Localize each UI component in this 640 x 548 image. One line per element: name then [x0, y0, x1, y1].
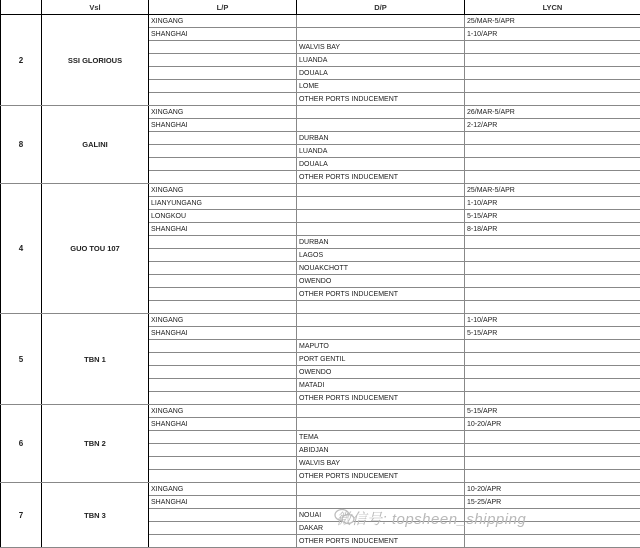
cell-lycn — [465, 171, 640, 184]
cell-dp — [297, 314, 465, 327]
vessel-number: 5 — [1, 314, 42, 405]
watermark: 微信号: topsheen_shipping — [336, 511, 527, 528]
cell-lp — [149, 470, 297, 483]
cell-dp: MATADI — [297, 379, 465, 392]
cell-dp: NOUAKCHOTT — [297, 262, 465, 275]
cell-lp — [149, 80, 297, 93]
cell-dp: LOME — [297, 80, 465, 93]
cell-dp — [297, 197, 465, 210]
cell-dp: TEMA — [297, 431, 465, 444]
cell-lp — [149, 366, 297, 379]
vessel-name: TBN 2 — [42, 405, 149, 483]
cell-dp: LUANDA — [297, 145, 465, 158]
cell-lp — [149, 509, 297, 522]
vessel-name: TBN 1 — [42, 314, 149, 405]
cell-lycn — [465, 288, 640, 301]
cell-lycn: 1-10/APR — [465, 197, 640, 210]
cell-lp — [149, 457, 297, 470]
cell-dp: OTHER PORTS INDUCEMENT — [297, 288, 465, 301]
cell-dp: DAKAR — [297, 522, 465, 535]
cell-lp — [149, 236, 297, 249]
table-row — [1, 184, 640, 197]
cell-lycn — [465, 41, 640, 54]
cell-lp — [149, 288, 297, 301]
cell-lp: SHANGHAI — [149, 223, 297, 236]
cell-dp: WALVIS BAY — [297, 457, 465, 470]
vessel-name: TBN 3 — [42, 483, 149, 548]
cell-dp: OWENDO — [297, 366, 465, 379]
cell-dp: OTHER PORTS INDUCEMENT — [297, 470, 465, 483]
cell-dp — [297, 496, 465, 509]
cell-dp: NOUAI — [297, 509, 465, 522]
cell-lycn — [465, 249, 640, 262]
cell-dp — [297, 184, 465, 197]
cell-dp: LAGOS — [297, 249, 465, 262]
cell-lp: SHANGHAI — [149, 119, 297, 132]
header-lycn: LYCN — [465, 0, 640, 15]
cell-dp — [297, 405, 465, 418]
table-body — [1, 15, 640, 548]
cell-lycn — [465, 444, 640, 457]
cell-dp: MAPUTO — [297, 340, 465, 353]
cell-dp: OTHER PORTS INDUCEMENT — [297, 93, 465, 106]
cell-lycn — [465, 67, 640, 80]
cell-lp — [149, 145, 297, 158]
cell-lp: XINGANG — [149, 15, 297, 28]
cell-lp — [149, 444, 297, 457]
cell-dp — [297, 418, 465, 431]
cell-lp — [149, 67, 297, 80]
cell-lp: SHANGHAI — [149, 496, 297, 509]
cell-dp: DOUALA — [297, 67, 465, 80]
cell-dp — [297, 15, 465, 28]
cell-lycn: 5-15/APR — [465, 210, 640, 223]
cell-lp: XINGANG — [149, 405, 297, 418]
cell-lp — [149, 535, 297, 548]
vessel-number: 2 — [1, 15, 42, 106]
cell-dp — [297, 28, 465, 41]
header-num — [1, 0, 42, 15]
cell-lp — [149, 249, 297, 262]
cell-dp — [297, 119, 465, 132]
cell-lycn — [465, 340, 640, 353]
cell-lycn — [465, 470, 640, 483]
cell-lycn — [465, 366, 640, 379]
vessel-number: 7 — [1, 483, 42, 548]
cell-lycn — [465, 236, 640, 249]
cell-lycn — [465, 145, 640, 158]
cell-dp: DOUALA — [297, 158, 465, 171]
cell-dp — [297, 301, 465, 314]
cell-lp: XINGANG — [149, 483, 297, 496]
cell-dp: ABIDJAN — [297, 444, 465, 457]
cell-lp — [149, 41, 297, 54]
cell-lp — [149, 431, 297, 444]
header-lp: L/P — [149, 0, 297, 15]
cell-lycn — [465, 93, 640, 106]
cell-lycn — [465, 392, 640, 405]
cell-lycn — [465, 457, 640, 470]
vessel-number: 8 — [1, 106, 42, 184]
vessel-number: 6 — [1, 405, 42, 483]
cell-lp — [149, 171, 297, 184]
table-row — [1, 106, 640, 119]
cell-lycn — [465, 535, 640, 548]
cell-lycn — [465, 353, 640, 366]
cell-lycn: 26/MAR-5/APR — [465, 106, 640, 119]
cell-lp — [149, 522, 297, 535]
cell-lp — [149, 340, 297, 353]
cell-dp: PORT GENTIL — [297, 353, 465, 366]
cell-lp — [149, 353, 297, 366]
cell-lp — [149, 93, 297, 106]
cell-dp: OTHER PORTS INDUCEMENT — [297, 171, 465, 184]
cell-lycn — [465, 262, 640, 275]
cell-dp — [297, 483, 465, 496]
cell-lp — [149, 262, 297, 275]
cell-dp — [297, 210, 465, 223]
cell-lycn: 5-15/APR — [465, 405, 640, 418]
cell-lp — [149, 301, 297, 314]
cell-lycn: 1-10/APR — [465, 314, 640, 327]
cell-lycn: 10-20/APR — [465, 418, 640, 431]
cell-lp: LIANYUNGANG — [149, 197, 297, 210]
cell-lycn: 5-15/APR — [465, 327, 640, 340]
cell-lycn — [465, 54, 640, 67]
cell-lp — [149, 275, 297, 288]
header-row — [1, 0, 640, 15]
cell-lycn: 15-25/APR — [465, 496, 640, 509]
cell-lp: SHANGHAI — [149, 418, 297, 431]
cell-lycn: 25/MAR-5/APR — [465, 15, 640, 28]
cell-lycn: 8-18/APR — [465, 223, 640, 236]
table-row — [1, 483, 640, 496]
cell-lp: XINGANG — [149, 314, 297, 327]
cell-dp: WALVIS BAY — [297, 41, 465, 54]
cell-lp: XINGANG — [149, 184, 297, 197]
cell-lycn: 1-10/APR — [465, 28, 640, 41]
cell-dp — [297, 106, 465, 119]
cell-lycn: 10-20/APR — [465, 483, 640, 496]
vessel-name: GUO TOU 107 — [42, 184, 149, 314]
cell-lp — [149, 132, 297, 145]
cell-lycn — [465, 301, 640, 314]
cell-lp: SHANGHAI — [149, 28, 297, 41]
cell-lp — [149, 158, 297, 171]
vessel-name: GALINI — [42, 106, 149, 184]
cell-dp: DURBAN — [297, 132, 465, 145]
cell-dp: OWENDO — [297, 275, 465, 288]
cell-lycn — [465, 379, 640, 392]
cell-dp: OTHER PORTS INDUCEMENT — [297, 535, 465, 548]
header-vsl: Vsl — [42, 0, 149, 15]
table-row — [1, 15, 640, 28]
cell-dp: OTHER PORTS INDUCEMENT — [297, 392, 465, 405]
cell-dp — [297, 223, 465, 236]
cell-dp: DURBAN — [297, 236, 465, 249]
cell-lp — [149, 392, 297, 405]
cell-lp: LONGKOU — [149, 210, 297, 223]
cell-lp: XINGANG — [149, 106, 297, 119]
table-row — [1, 405, 640, 418]
header-dp: D/P — [297, 0, 465, 15]
cell-lycn: 25/MAR-5/APR — [465, 184, 640, 197]
cell-lycn — [465, 132, 640, 145]
cell-lycn: 2-12/APR — [465, 119, 640, 132]
cell-lycn — [465, 80, 640, 93]
vessel-number: 4 — [1, 184, 42, 314]
cell-dp — [297, 327, 465, 340]
cell-lp: SHANGHAI — [149, 327, 297, 340]
vessel-name: SSI GLORIOUS — [42, 15, 149, 106]
cell-lp — [149, 54, 297, 67]
table-row — [1, 314, 640, 327]
cell-lycn — [465, 275, 640, 288]
cell-lp — [149, 379, 297, 392]
cell-lycn — [465, 158, 640, 171]
cell-lycn — [465, 431, 640, 444]
cell-dp: LUANDA — [297, 54, 465, 67]
